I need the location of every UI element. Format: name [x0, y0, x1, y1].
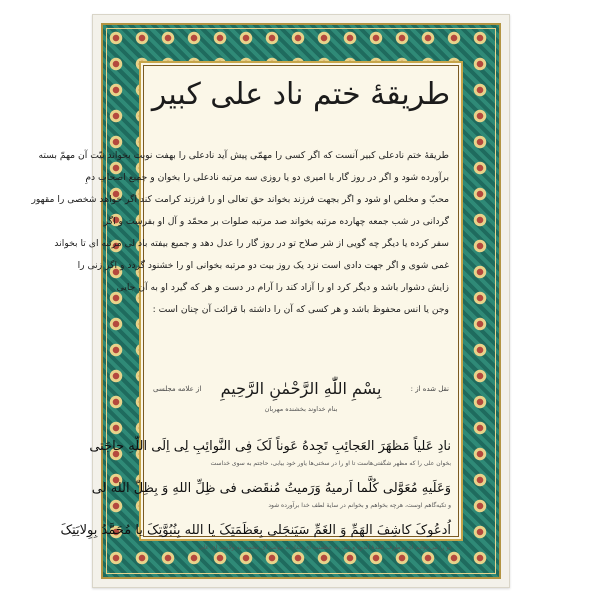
prayer-verses	[60, 435, 451, 561]
body-line: برآورده شود و اگر در روز گار با امیری دو یا روزی سه مرتبه نادعلی را بخوان و جمیع اصحاب دمِ	[85, 172, 449, 183]
text-panel	[31, 61, 463, 551]
body-line: محبّ و مخلص او شود و اگر بجهت فرزند بخواند حق تعالی او را فرزند کرامت کند اگر خواهد شخصی را مقهور	[31, 194, 449, 205]
verse-arabic: اُدعُوکَ کاشِفَ الهَمِّ وَ الغَمِّ سَیَنجَلی بِعَظَمَتِکَ یا الله بِنُبُوَّتِکَ یا مُحَمَّدُ بِوِلایَتِکَ	[60, 523, 451, 538]
verse-arabic: نادِ عَلیاً مَظهَرَ العَجائِبِ تَجِدهُ عَوناً لَکَ فِی النَّوائِبِ لِی اِلَی اللّهِ حاجَتی	[89, 439, 451, 454]
basmala: بِسْمِ اللّٰهِ الرَّحْمٰنِ الرَّحِیمِ	[220, 379, 382, 398]
basmala-translation: بنام خداوند بخشنده مهربان	[264, 405, 338, 413]
body-line: غمی شوی و اگر جهت دادی است نزد یک روز بیت دو مرتبه بخوانی او را خشنود گردد و اگر زنی را	[77, 260, 449, 271]
body-line: زایش دشوار باشد و دیگر کرد او را آزاد کند را آرام در دست و هر که گیرد او به آن جایی	[116, 282, 449, 293]
verse-arabic: وَعَلَیهِ مُعَوَّلی کُلَّما اَرمیهُ وَرَمیتُ مُنقَضی فی ظِلِّ اللهِ وَ بِظِلّ الله لی	[91, 481, 451, 496]
body-line: طریقهٔ ختم نادعلی کبیر آنست که اگر کسی را مهمّی پیش آید نادعلی را بهفت نوبت بخواند نیّت آن مهمّ بسته	[38, 150, 449, 161]
verse-translation: و تکیه‌گاهم اوست، هرچه بخواهم و بخوانم در سایهٔ لطف خدا برآورده شود	[268, 502, 451, 509]
page-title: طریقهٔ ختم ناد علی کبیر	[151, 77, 451, 112]
verse-translation: تو را می‌خوانم ای برطرف کنندهٔ اندوه و غم، به عظمتت ای خدا، به نبوتت ای محمد، به ولایتت ای علی	[198, 544, 451, 551]
source-author: از علامه مجلسی	[153, 385, 202, 393]
verse-group	[91, 477, 451, 511]
body-line: وجن یا انس محفوظ باشد و هر کسی که آن را داشته با قرائت آن چنان است :	[152, 304, 449, 315]
verse-group	[60, 519, 451, 553]
source-label: نقل شده از :	[410, 385, 449, 393]
prayer-card	[31, 14, 510, 588]
verse-translation: بخوان علی را که مظهر شگفتی‌هاست تا او را در سختی‌ها یاور خود بیابی، حاجتم به سوی خداست	[210, 460, 451, 467]
basmala-block	[153, 377, 449, 427]
verse-group	[89, 435, 451, 469]
body-line: سفر کرده یا دیگر چه گویی از شر صلاح تو در روز گار را عدل دهد و جمیع بیفته باد لی مرتبه ای تا بخواند	[54, 238, 449, 249]
instructions-text	[31, 145, 449, 321]
body-line: گردانی در شب جمعه چهارده مرتبه بخواند صد مرتبه صلوات بر محمّد و آل او بفرست و اگر	[103, 216, 449, 227]
